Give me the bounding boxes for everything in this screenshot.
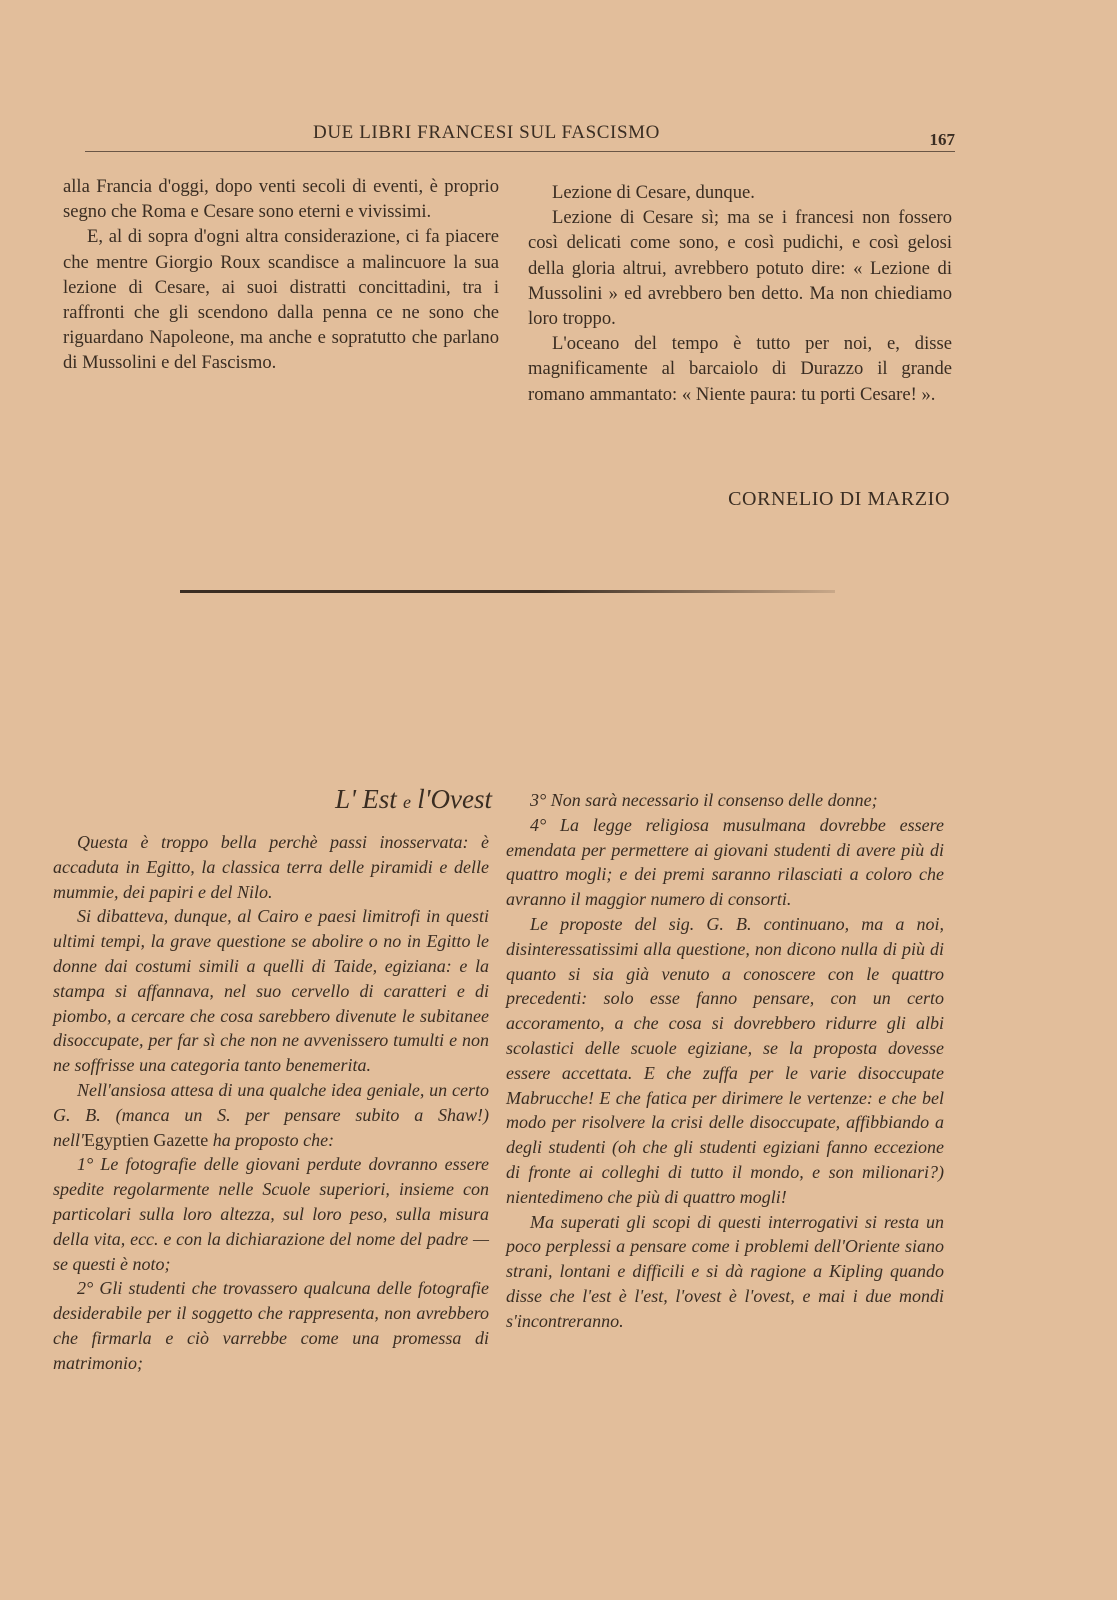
paragraph: 1° Le fotografie delle giovani perdute dovranno essere spedite regolarmente nelle Scuole superiori, insieme con particolari sulla loro altezza, sul loro peso, sulla misura della vita, ecc. e con la dichiarazione del nome del padre — se questi è noto;	[53, 1154, 489, 1274]
paragraph: Lezione di Cesare, dunque.	[552, 182, 755, 203]
article1-right-column	[528, 180, 952, 407]
paragraph: 4° La legge religiosa musulmana dovrebbe essere emendata per permettere ai giovani studenti di avere più di quattro mogli; e dei premi saranno rilasciati a coloro che avranno il maggior numero di consorti.	[506, 814, 944, 910]
running-title: DUE LIBRI FRANCESI SUL FASCISMO	[313, 122, 660, 143]
paragraph	[53, 1078, 489, 1152]
paragraph: 2° Gli studenti che trovassero qualcuna delle fotografie desiderabile per il soggetto che rappresenta, non avrebbero che firmarla e ciò varrebbe come una promessa di matrimonio;	[53, 1278, 489, 1373]
newspaper-name: Egyptien Gazette	[83, 1129, 209, 1150]
paragraph: alla Francia d'oggi, dopo venti secoli di eventi, è proprio segno che Roma e Cesare sono eterni e vivissimi.	[63, 176, 499, 223]
title-part: Ovest	[430, 784, 492, 814]
title-part: l'	[417, 784, 431, 814]
article2-left-column	[53, 830, 489, 1376]
paragraph: Si dibatteva, dunque, al Cairo e paesi limitrofi in questi ultimi tempi, la grave questione se abolire o no in Egitto le donne dai costumi simili a quelli di Taide, egiziana: e la stampa si affannava, nel suo cervello di caratteri e di piombo, a cercare che cosa sarebbero divenute le subitanee disoccupate, per far sì che non ne avvenissero tumulti e non ne soffrisse una categoria tanto benemerita.	[53, 906, 489, 1076]
paragraph: Questa è troppo bella perchè passi inosservata: è accaduta in Egitto, la classica terra delle piramidi e delle mummie, dei papiri e del Nilo.	[53, 832, 489, 902]
paragraph: Ma superati gli scopi di questi interrogativi si resta un poco perplessi a pensare come i problemi dell'Oriente siano strani, lontani e difficili e si dà ragione a Kipling quando disse che l'est è l'est, l'ovest è l'ovest, e mai i due mondi s'incontreranno.	[506, 1211, 944, 1331]
author-signature: CORNELIO DI MARZIO	[728, 488, 950, 510]
header-rule	[85, 151, 955, 152]
section-divider	[180, 590, 835, 593]
page-header	[85, 118, 955, 162]
paragraph: L'oceano del tempo è tutto per noi, e, disse magnificamente al barcaiolo di Durazzo il grande romano ammantato: « Niente paura: tu porti Cesare! ».	[528, 333, 952, 405]
article2-right-column	[506, 788, 944, 1334]
title-part: Est	[362, 784, 397, 814]
text-run: Nell'ansiosa attesa di una qualche idea geniale, un certo G. B. (manca un S. per pensare subito a Shaw!) nell'	[53, 1079, 489, 1150]
title-part: e	[402, 792, 411, 812]
page-number: 167	[929, 130, 955, 149]
paragraph: Lezione di Cesare sì; ma se i francesi non fossero così delicati come sono, e così pudichi, e così gelosi della gloria altrui, avrebbero potuto dire: « Lezione di Mussolini » ed avrebbero ben detto. Ma non chiediamo loro troppo.	[528, 207, 952, 330]
text-run: ha proposto che:	[208, 1129, 335, 1150]
article-title	[180, 784, 492, 815]
article1-left-column	[63, 174, 499, 376]
paragraph: Le proposte del sig. G. B. continuano, ma a noi, disinteressatissimi alla questione, non dicono nulla di più di quanto si sia già venuto a conoscere con le quattro precedenti: solo esse fanno pensare, con un certo accoramento, a che cosa si dovrebbero ridurre gli albi scolastici delle scuole egiziane, se la proposta dovesse essere accettata. E che zuffa per le varie disoccupate Mabrucche! E che fatica per dirimere le vertenze: e che bel modo per risolvere la crisi delle disoccupate, affibbiando a degli studenti (oh che gli studenti egiziani fanno eccezione di fronte ai colleghi di tutto il mondo, e son milionari?) nientedimeno che più di quattro mogli!	[506, 913, 944, 1207]
paragraph: 3° Non sarà necessario il consenso delle donne;	[530, 790, 878, 810]
paragraph: E, al di sopra d'ogni altra considerazione, ci fa piacere che mentre Giorgio Roux scandisce a malincuore la sua lezione di Cesare, ai suoi distratti concittadini, tra i raffronti che gli scendono dalla penna ce ne sono che riguardano Napoleone, ma anche e sopratutto che parlano di Mussolini e del Fascismo.	[63, 226, 499, 374]
title-part: L'	[335, 784, 356, 814]
